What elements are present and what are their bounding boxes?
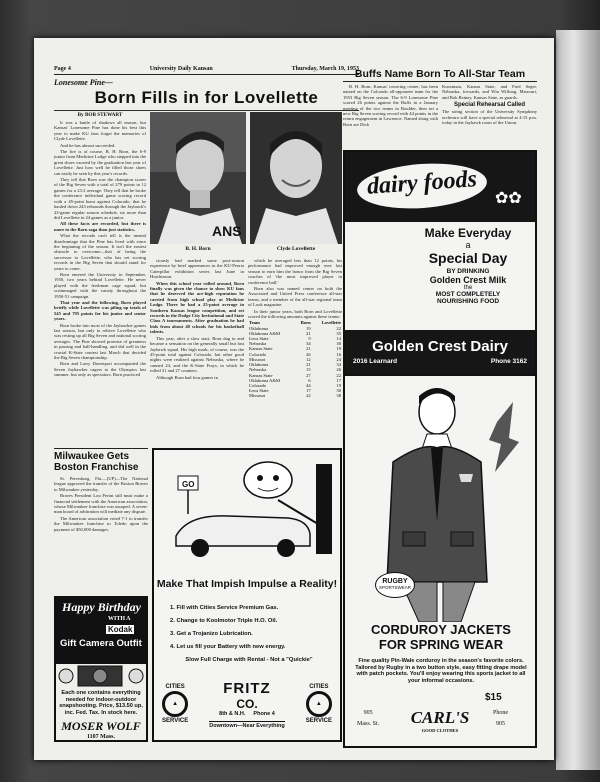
fritz-name-2: CO. [236, 696, 258, 711]
adjacent-page-edge [556, 30, 600, 770]
paragraph: St. Petersburg, Fla.—(UP)—The National league approved the transfer of the Boston Braves to Milwaukee yesterday. [54, 476, 148, 492]
carls-address-number: 905 [363, 710, 373, 716]
table-header-cell: Team [249, 320, 260, 326]
paragraph: That year and the following, Born played briefly while Lovellette was piling up totals of 545 and 795 points for his junior and senior years. [54, 300, 146, 322]
kodak-body: Each one contains everything needed for indoor-outdoor snapshooting. Price, $13.50 up, inc. Fed. Tax. In stock here. [59, 690, 143, 716]
table-cell: Nebraska [249, 367, 267, 373]
fritz-ad [152, 448, 342, 742]
flower-icon: ✿✿ [495, 190, 522, 207]
table-cell: 24 [336, 356, 341, 362]
table-cell: Missouri [249, 356, 266, 362]
table-header-cell: Lovellette [321, 320, 341, 326]
dairy-line: Golden Crest Milk [429, 275, 507, 285]
carls-phone-label: Phone [493, 710, 508, 716]
camera-outfit-icon [56, 664, 146, 688]
table-cell: Oklahoma [249, 362, 269, 368]
paragraph: ciously had marked some post-season experience by brief appearances in the KU-Peoria Caterpillar exhibition series last June in Hutchinson. [150, 258, 244, 280]
table-cell: 19 [336, 346, 341, 352]
table-cell: 21 [306, 362, 311, 368]
milwaukee-headline [54, 451, 148, 473]
fritz-item: 2. Change to Koolmotor Triple H.O. Oil. [170, 618, 278, 624]
table-cell: 19 [336, 382, 341, 388]
paragraph: Knostman, Kansas State, and Fred Seger, Nebraska, forwards, and Win Wilfong, Missouri, and Bob Reiney, Kansas State, as guards. [442, 84, 537, 100]
table-cell: Iowa State [249, 336, 269, 342]
carls-phone-number: 905 [496, 721, 505, 727]
fritz-name-block [209, 680, 284, 729]
table-cell: Colorado [249, 382, 267, 388]
paragraph: In their junior years, both Born and Lovellette scored the following amounts against these teams: [248, 308, 342, 320]
dairy-name-band [345, 330, 535, 380]
dairy-contact [345, 355, 535, 368]
paragraph: All these facts are recorded, but there is more to the Born saga than just statistics. [54, 221, 146, 232]
table-cell: 17 [336, 377, 341, 383]
kodak-address: 1107 Mass. [86, 734, 115, 741]
table-cell: 30 [336, 388, 341, 394]
table-cell: 22 [336, 372, 341, 378]
svg-text:ANS: ANS [212, 223, 242, 239]
dairy-line: BY DRINKING [446, 268, 490, 275]
table-cell: 44 [306, 382, 311, 388]
fritz-footer [156, 672, 338, 736]
paragraph: Born entered the University in September, 1950, two years behind Lovellette. He never played with the freshman cage squad, but scrimmaged with the varsity throughout the 1950-51 campaign. [54, 271, 146, 299]
milwaukee-body [54, 476, 148, 594]
table-cell: Kansas State [249, 346, 273, 352]
paragraph: When this school year rolled around, Born finally was given the chance to show KU fans that he deserved the ace-high reputation he carried from high school play at Medicine Lodge. There he had a 25-point average in Southern Kansas league competition, and set records in the Dodge City Invitational and State Class A tournaments. After graduation he had bids from about 40 schools for his basketball talents. [150, 280, 244, 335]
paragraph: Born also was named center on both the Associated and United Press conference all-star teams, and a member of the all-star regional team of Look magazine. [248, 286, 342, 308]
table-cell: 9 [308, 336, 311, 342]
table-header-cell: Born [300, 320, 311, 326]
fritz-name-1: FRITZ [223, 679, 271, 697]
paragraph: The American association voted 7-1 to transfer the Milwaukee franchise to Toledo upon the payment of $50,000 damages. [54, 515, 148, 532]
go-sign-text: GO [182, 480, 195, 489]
fritz-address: 8th & N.H. [219, 710, 246, 717]
table-cell: 38 [336, 393, 341, 399]
paragraph: They tell that Born was the champion scorer of the Big Seven with a total of 279 points in 12 games for a 23.3 average. They tell that he broke the conference individual game scoring record with a 45-point burst against Colorado; that he hauled down 243 rebounds through the Jayhawk's 23-game regular season schedule, six more than did Lovellette in 24 games as a junior. [54, 177, 146, 220]
table-cell: 6 [308, 377, 311, 383]
carls-address [357, 710, 379, 727]
dairy-ad [343, 150, 537, 382]
kodak-ad [54, 596, 148, 742]
fritz-headline: Make That Impish Impulse a Reality! [156, 578, 338, 590]
kodak-line-2: WITH A [108, 616, 131, 622]
story-column-1 [54, 112, 146, 446]
fritz-item: 3. Get a Trojanizo Lubrication. [170, 631, 253, 637]
table-cell: 26 [306, 351, 311, 357]
paragraph: It was a battle of shadows all season, but Kansas' Lonesome Pine has done his best this year to make KU fans forget the memories of Clyde Lovellette. [54, 120, 146, 142]
jacket-headline-2: FOR SPRING WEAR [378, 637, 504, 652]
dairy-address: 2016 Learnard [353, 358, 398, 365]
car-illustration [158, 454, 338, 566]
fritz-footer-text: Downtown—Near Everything [209, 722, 285, 729]
paragraph: which he averaged less than 12 points, his performance had improved enough over last season to earn him the honor from the Big Seven coaches of 'the most improved player in conference ball.' [248, 258, 342, 285]
dairy-line: Special Day [428, 250, 508, 266]
table-cell: 30 [336, 341, 341, 347]
table-cell: 14 [336, 336, 341, 342]
story-column-2 [150, 258, 244, 444]
milwaukee-headline-1: Milwaukee Gets [54, 451, 130, 462]
story-column-3 [248, 258, 342, 444]
jacket-ad [343, 374, 537, 748]
column-text [54, 120, 146, 446]
jacket-body: Fine quality Pin-Wale corduroy in the season's favorite colors. Tailored by Rugby in a two button style, easy fitting drape model with patch pockets. You'll enjoy wearing this sports jacket to all your informal occasions. [355, 658, 527, 684]
table-cell: Kansas State [249, 372, 273, 378]
rehearsal-body: The string section of the University Symphony orchestra will have a special rehearsal at 4:15 p.m. today in the Jayhawk room of the Union. [442, 109, 537, 126]
milwaukee-story [54, 448, 148, 594]
table-cell: 16 [336, 351, 341, 357]
photo-lovellette [250, 112, 342, 244]
table-cell: 26 [336, 367, 341, 373]
scoring-table [248, 320, 342, 398]
dairy-line: MOST COMPLETELY [435, 291, 501, 298]
buffs-headline: Buffs Name Born To All-Star Team [343, 68, 537, 82]
paragraph: B. H. Born, Kansas' towering center, has been named on the Colorado all-opponent team for the 1953 Big Seven season. The 6-9 Lonesome Pine scored 26 points against the Buffs in a January meeting of the two teams in Boulder, then set a new Big Seven scoring record with 44 points in the return engagement in Lawrence. Named along with Born are Dick [343, 84, 438, 127]
cities-service-logo-right [306, 684, 332, 724]
cities-logo-bottom: SERVICE [305, 718, 332, 724]
table-cell: 12 [306, 356, 311, 362]
triangle-icon: ▲ [306, 691, 332, 717]
dairy-copy [405, 226, 531, 305]
rugby-label [375, 572, 415, 598]
kodak-ad-header [56, 598, 146, 664]
table-cell: 17 [306, 388, 311, 394]
cities-logo-top: CITIES [309, 684, 329, 690]
paragraph: Braves President Lou Perini still must make a financial settlement with the American association, whose Milwaukee franchise was usurped. A seven-man board of arbitration will mediate any dispute. [54, 493, 148, 515]
story-kicker: Lonesome Pine— [54, 78, 113, 87]
cities-logo-bottom: SERVICE [162, 718, 189, 724]
paper-name: University Daily Kansan [149, 66, 213, 72]
table-cell: Oklahoma A&M [249, 377, 281, 383]
photo-caption-lovellette: Clyde Lovellette [276, 246, 316, 252]
table-cell: 35 [336, 330, 341, 336]
carls-logo-name: CARL'S [410, 708, 470, 727]
fritz-contact [209, 711, 284, 717]
page-folio [54, 66, 359, 75]
cities-service-logo-left [162, 684, 188, 724]
kodak-logo: Kodak [108, 625, 133, 634]
photo-born [150, 112, 246, 244]
table-cell: Oklahoma [249, 325, 269, 331]
dairy-logo-text: dairy foods [366, 166, 478, 200]
issue-date: Thursday, March 19, 1953 [291, 66, 359, 72]
rehearsal-headline: Special Rehearsal Called [453, 102, 526, 109]
jacket-headline-1: CORDUROY JACKETS [371, 622, 511, 637]
table-cell: 34 [306, 341, 311, 347]
table-cell: Oklahoma A&M [249, 330, 281, 336]
table-cell: 21 [306, 330, 311, 336]
paragraph: Born and Larry Davenport accompanied the Seven Jayhawker cagers to the Olympics last summer, but only as spectators. Born practiced [54, 361, 146, 378]
fritz-phone: Phone 4 [253, 710, 275, 717]
fritz-item: 4. Let us fill your Battery with new energy. [170, 644, 286, 650]
paragraph: What the records can't tell is the mental disadvantage that the Pine has lived with since the beginning of the season. It isn't the easiest obstacle to overcome—that of being the successor to Lovellette, who has set scoring records in the Big Seven that should stand for years to come. [54, 233, 146, 271]
fritz-item: 1. Fill with Cities Service Premium Gas. [170, 605, 279, 611]
table-cell: 15 [306, 367, 311, 373]
kodak-store: MOSER WOLF [61, 719, 141, 734]
paragraph: Although Born had four games in [156, 374, 218, 380]
table-cell: 19 [306, 325, 311, 331]
table-cell: 22 [306, 393, 311, 399]
dairy-line: Make Everyday [424, 226, 512, 240]
table-cell: 21 [306, 346, 311, 352]
paragraph: This year, after a slow start, Born dug in and became a sensation on the generally small but fast Jayhawk squad. His high mark, of course, was the 45-point total against Colorado, but other good nights were realized against Nebraska, where he canned 24, and the K-State Frays, in which he rolled 31 and 27 counters. [150, 335, 244, 374]
cities-logo-top: CITIES [165, 684, 185, 690]
kodak-line-3: Gift Camera Outfit [60, 638, 142, 649]
column-text [248, 258, 342, 320]
buffs-column-1 [343, 84, 438, 146]
dairy-line: a [465, 240, 471, 250]
rugby-label-top: RUGBY [382, 578, 408, 585]
paragraph: The fire is of course, B. H. Born, the 6-9 junior from Medicine Lodge who stepped into the great shoes vacated by the graduation last year of Lovellette. Just how well he filled those shoes can easily be seen by this year's records. [54, 149, 146, 176]
table-cell: Missouri [249, 393, 266, 399]
photo-caption-born: B. H. Born [185, 246, 211, 252]
carls-address-street: Mass. St. [357, 721, 380, 727]
dairy-phone: Phone 3162 [490, 358, 527, 365]
dairy-line: NOURISHING FOOD [436, 298, 500, 305]
milwaukee-headline-2: Boston Franchise [54, 462, 139, 473]
rugby-label-bottom: SPORTSWEAR [379, 585, 411, 590]
table-cell: Iowa State [249, 388, 269, 394]
triangle-icon: ▲ [162, 691, 188, 717]
kodak-line-1: Happy Birthday [62, 600, 142, 614]
table-cell: Nebraska [249, 341, 267, 347]
fritz-list [170, 602, 338, 667]
carls-phone [493, 710, 508, 727]
table-cell: 34 [336, 362, 341, 368]
buffs-column-2 [442, 84, 537, 146]
paragraph: Born broke into most of the Jayhawker games last season, but only to relieve Lovellette who was resting up all Big Seven and national scoring averages. The Pine showed promise of greatness in passing and ball-handling, and did well in the crucial K-State contest last March that decided the Big Seven championship. [54, 322, 146, 361]
carls-logo [405, 708, 475, 738]
carls-logo-sub: GOOD CLOTHES [421, 728, 459, 733]
dairy-line: the [463, 285, 473, 291]
story-byline: By BOB STEWART [77, 112, 123, 118]
jacket-headline [351, 622, 531, 652]
table-cell: Colorado [249, 351, 267, 357]
dairy-name: Golden Crest Dairy [372, 338, 508, 355]
paragraph: And he has almost succeeded. [60, 142, 116, 148]
main-headline: Born Fills in for Lovellette [54, 88, 359, 111]
fritz-tagline: Slow Full Charge with Rental - Not a "Quickie" [185, 657, 313, 663]
page-number: Page 4 [54, 66, 71, 72]
table-cell: 27 [306, 372, 311, 378]
table-cell: 22 [336, 325, 341, 331]
dairy-logo-band [345, 152, 535, 222]
table-row [248, 393, 342, 398]
newspaper-page [34, 38, 554, 760]
jacket-price: $15 [485, 692, 502, 703]
